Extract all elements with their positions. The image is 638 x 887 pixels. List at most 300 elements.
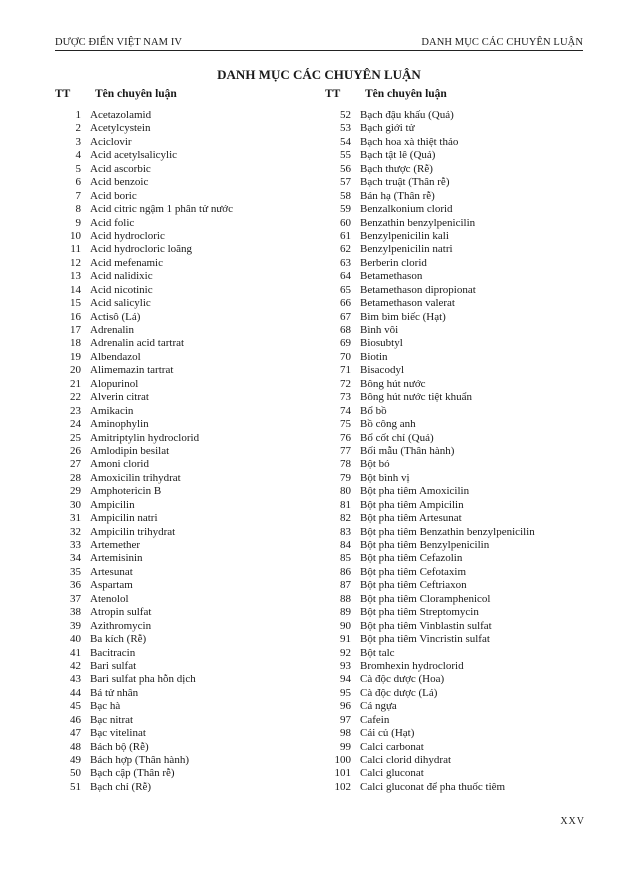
item-name: Bacitracin <box>90 646 136 659</box>
item-name: Acid boric <box>90 189 137 202</box>
list-item <box>325 620 615 633</box>
item-number: 68 <box>340 324 351 336</box>
list-item <box>325 526 615 539</box>
list-item <box>55 405 320 418</box>
item-name: Bột talc <box>360 646 395 659</box>
item-name: Albendazol <box>90 350 141 363</box>
list-item <box>325 741 615 754</box>
item-number: 70 <box>340 350 351 363</box>
item-number: 11 <box>70 243 81 256</box>
item-name: Acid mefenamic <box>90 256 163 269</box>
item-name: Bột pha tiêm Cefotaxim <box>360 565 467 578</box>
item-number: 32 <box>70 525 81 538</box>
list-item <box>55 526 320 539</box>
item-number: 15 <box>70 297 81 310</box>
item-name: Benzathin benzylpenicilin <box>360 216 476 229</box>
item-number: 30 <box>70 498 81 511</box>
item-number: 85 <box>340 552 351 565</box>
item-number: 80 <box>340 485 351 498</box>
item-name: Bách bộ (Rễ) <box>90 740 149 753</box>
item-number: 53 <box>340 122 351 135</box>
item-name: Acid nicotinic <box>90 283 153 296</box>
item-number: 28 <box>70 471 81 484</box>
item-number: 45 <box>70 700 81 713</box>
item-name: Calci gluconat <box>360 767 424 780</box>
list-item <box>325 714 615 727</box>
item-number: 8 <box>75 203 81 216</box>
item-number: 74 <box>340 404 351 417</box>
list-item <box>55 499 320 512</box>
item-name: Adrenalin <box>90 324 134 336</box>
item-name: Ampicilin natri <box>90 512 158 525</box>
list-item <box>55 284 320 297</box>
item-number: 55 <box>340 149 351 162</box>
item-number: 54 <box>340 135 351 148</box>
item-number: 25 <box>70 431 81 444</box>
item-name: Bạch truật (Thân rễ) <box>360 176 450 189</box>
item-name: Acetazolamid <box>90 109 152 121</box>
list-item <box>325 284 615 297</box>
list-item <box>325 673 615 686</box>
list-item <box>325 230 615 243</box>
item-name: Amoxicilin trihydrat <box>90 471 181 484</box>
list-item <box>55 364 320 377</box>
list-item <box>55 163 320 176</box>
item-number: 18 <box>70 337 81 350</box>
item-name: Cải củ (Hạt) <box>360 727 415 740</box>
item-number: 43 <box>70 673 81 686</box>
list-item <box>325 136 615 149</box>
item-name: Bột bó <box>360 458 390 471</box>
item-name: Actisô (Lá) <box>90 310 141 323</box>
item-name: Bari sulfat <box>90 659 137 672</box>
list-item <box>325 297 615 310</box>
list-item <box>325 203 615 216</box>
item-number: 1 <box>75 109 81 121</box>
column-header-name: Tên chuyên luận <box>95 88 177 100</box>
list-item <box>325 593 615 606</box>
list-item <box>325 163 615 176</box>
item-name: Artemisinin <box>90 552 143 565</box>
list-item <box>55 378 320 391</box>
item-name: Artemether <box>90 539 141 551</box>
item-number: 84 <box>340 539 351 551</box>
item-name: Bạch chỉ (Rễ) <box>90 780 152 793</box>
list-item <box>325 378 615 391</box>
list-item <box>55 230 320 243</box>
item-number: 51 <box>70 780 81 793</box>
item-name: Ampicilin trihydrat <box>90 525 176 538</box>
item-number: 34 <box>70 552 81 565</box>
list-item <box>325 391 615 404</box>
list-item <box>325 418 615 431</box>
item-number: 64 <box>340 270 351 283</box>
item-name: Benzylpenicilin kali <box>360 229 449 242</box>
item-name: Acetylcystein <box>90 122 151 135</box>
list-item <box>55 176 320 189</box>
item-name: Bột pha tiêm Artesunat <box>360 512 462 525</box>
list-item <box>55 324 320 337</box>
list-item <box>55 472 320 485</box>
item-name: Acid acetylsalicylic <box>90 149 178 162</box>
list-item <box>55 485 320 498</box>
list-item <box>55 351 320 364</box>
list-item <box>55 647 320 660</box>
item-name: Benzylpenicilin natri <box>360 243 453 256</box>
item-name: Cà độc dược (Hoa) <box>360 673 445 686</box>
item-number: 75 <box>340 418 351 431</box>
item-name: Benzalkonium clorid <box>360 203 453 216</box>
list-item <box>55 337 320 350</box>
right-column <box>325 85 615 794</box>
item-name: Bạc hà <box>90 700 121 713</box>
list-item <box>55 257 320 270</box>
item-name: Acid folic <box>90 216 135 229</box>
list-item <box>325 499 615 512</box>
item-number: 4 <box>75 149 81 162</box>
list-item <box>55 714 320 727</box>
list-item <box>55 673 320 686</box>
item-name: Bìm bìm biếc (Hạt) <box>360 310 446 323</box>
item-number: 33 <box>70 539 81 551</box>
item-number: 29 <box>70 485 81 498</box>
list-item <box>55 270 320 283</box>
page-number: XXV <box>560 816 585 827</box>
item-name: Cá ngựa <box>360 700 397 713</box>
list-item <box>325 579 615 592</box>
item-name: Bột pha tiêm Ceftriaxon <box>360 579 467 592</box>
item-number: 83 <box>340 525 351 538</box>
item-number: 101 <box>334 767 351 780</box>
list-item <box>55 579 320 592</box>
item-name: Ba kích (Rễ) <box>90 633 147 646</box>
item-name: Ampicilin <box>90 498 135 511</box>
item-number: 2 <box>75 122 81 135</box>
item-name: Bột pha tiêm Streptomycin <box>360 606 479 619</box>
list-item <box>325 687 615 700</box>
item-name: Bối mẫu (Thân hành) <box>360 444 455 457</box>
item-number: 50 <box>70 767 81 780</box>
item-name: Alopurinol <box>90 377 139 390</box>
item-number: 81 <box>340 498 351 511</box>
item-number: 100 <box>334 754 351 766</box>
item-number: 92 <box>340 646 351 659</box>
item-name: Bạch hoa xà thiệt thảo <box>360 135 459 148</box>
list-item <box>325 405 615 418</box>
item-name: Aspartam <box>90 579 133 592</box>
item-number: 49 <box>70 754 81 766</box>
item-number: 27 <box>70 458 81 471</box>
item-number: 16 <box>70 310 81 323</box>
item-number: 71 <box>340 364 351 377</box>
item-name: Bông hút nước tiệt khuẩn <box>360 391 472 404</box>
list-item <box>325 432 615 445</box>
item-name: Alverin citrat <box>90 391 149 404</box>
item-number: 19 <box>70 350 81 363</box>
item-name: Bromhexin hydroclorid <box>360 659 464 672</box>
item-number: 10 <box>70 229 81 242</box>
item-name: Bột pha tiêm Benzylpenicilin <box>360 539 490 551</box>
item-name: Bồ công anh <box>360 418 416 431</box>
left-column <box>55 85 320 794</box>
item-number: 52 <box>340 109 351 121</box>
item-number: 69 <box>340 337 351 350</box>
list-item <box>325 566 615 579</box>
list-item <box>325 512 615 525</box>
item-number: 23 <box>70 404 81 417</box>
list-item <box>55 512 320 525</box>
item-number: 59 <box>340 203 351 216</box>
item-name: Bột pha tiêm Vincristin sulfat <box>360 633 490 646</box>
item-name: Amphotericin B <box>90 485 162 498</box>
list-item <box>55 297 320 310</box>
item-number: 86 <box>340 565 351 578</box>
list-item <box>55 741 320 754</box>
list-item <box>55 633 320 646</box>
item-name: Bách hợp (Thân hành) <box>90 754 189 766</box>
item-name: Amlodipin besilat <box>90 444 170 457</box>
running-header-right: DANH MỤC CÁC CHUYÊN LUẬN <box>421 37 583 48</box>
item-number: 88 <box>340 592 351 605</box>
right-list <box>325 109 615 794</box>
item-name: Adrenalin acid tartrat <box>90 337 185 350</box>
list-item <box>55 687 320 700</box>
item-number: 58 <box>340 189 351 202</box>
item-number: 3 <box>75 135 81 148</box>
item-number: 57 <box>340 176 351 189</box>
item-name: Bột bình vị <box>360 471 410 484</box>
list-item <box>55 203 320 216</box>
item-number: 97 <box>340 713 351 726</box>
item-number: 46 <box>70 713 81 726</box>
list-item <box>325 552 615 565</box>
item-number: 17 <box>70 324 81 336</box>
item-number: 91 <box>340 633 351 646</box>
item-name: Bari sulfat pha hỗn dịch <box>90 673 196 686</box>
item-name: Cà độc dược (Lá) <box>360 686 438 699</box>
list-item <box>325 727 615 740</box>
item-number: 61 <box>340 229 351 242</box>
item-name: Bông hút nước <box>360 377 426 390</box>
list-item <box>55 445 320 458</box>
list-item <box>325 445 615 458</box>
item-name: Bá tử nhân <box>90 686 139 699</box>
item-name: Aminophylin <box>90 418 149 431</box>
list-item <box>55 606 320 619</box>
list-item <box>55 136 320 149</box>
list-item <box>325 337 615 350</box>
item-number: 26 <box>70 444 81 457</box>
list-item <box>325 270 615 283</box>
item-number: 5 <box>75 162 81 175</box>
running-header <box>55 37 583 51</box>
item-number: 94 <box>340 673 351 686</box>
item-name: Acid hydrocloric <box>90 229 165 242</box>
item-name: Bạch tật lê (Quả) <box>360 149 436 162</box>
list-item <box>55 190 320 203</box>
item-number: 87 <box>340 579 351 592</box>
item-number: 65 <box>340 283 351 296</box>
list-item <box>55 217 320 230</box>
item-name: Bột pha tiêm Cefazolin <box>360 552 463 565</box>
item-number: 60 <box>340 216 351 229</box>
column-header-tt: TT <box>55 88 71 100</box>
list-item <box>325 217 615 230</box>
item-number: 40 <box>70 633 81 646</box>
list-item <box>325 122 615 135</box>
list-item <box>55 122 320 135</box>
page-title: DANH MỤC CÁC CHUYÊN LUẬN <box>217 67 421 82</box>
item-name: Bạch đậu khấu (Quả) <box>360 109 454 121</box>
list-item <box>55 700 320 713</box>
list-item <box>55 418 320 431</box>
item-name: Amoni clorid <box>90 458 149 471</box>
item-number: 76 <box>340 431 351 444</box>
list-item <box>55 767 320 780</box>
running-header-left: DƯỢC ĐIỂN VIỆT NAM IV <box>55 37 183 48</box>
item-name: Bạc nitrat <box>90 713 134 726</box>
list-item <box>325 190 615 203</box>
item-number: 73 <box>340 391 351 404</box>
item-name: Berberin clorid <box>360 256 427 269</box>
item-name: Acid hydrocloric loãng <box>90 243 193 256</box>
item-name: Bột pha tiêm Ampicilin <box>360 498 464 511</box>
list-item <box>325 364 615 377</box>
item-name: Amitriptylin hydroclorid <box>90 431 200 444</box>
list-item <box>55 149 320 162</box>
column-header-name: Tên chuyên luận <box>365 88 447 100</box>
list-item <box>325 351 615 364</box>
list-item <box>55 311 320 324</box>
item-number: 6 <box>75 176 81 189</box>
list-item <box>325 311 615 324</box>
item-number: 31 <box>70 512 81 525</box>
list-item <box>55 620 320 633</box>
item-number: 95 <box>340 686 351 699</box>
item-number: 13 <box>70 270 81 283</box>
list-item <box>325 109 615 122</box>
item-number: 56 <box>340 162 351 175</box>
list-item <box>55 432 320 445</box>
item-name: Calci carbonat <box>360 740 424 753</box>
list-item <box>325 243 615 256</box>
item-name: Cafein <box>360 713 390 726</box>
item-number: 96 <box>340 700 351 713</box>
item-number: 89 <box>340 606 351 619</box>
list-item <box>55 243 320 256</box>
list-item <box>55 109 320 122</box>
list-item <box>55 391 320 404</box>
item-number: 42 <box>70 659 81 672</box>
item-number: 36 <box>70 579 81 592</box>
item-name: Azithromycin <box>90 619 152 632</box>
item-number: 47 <box>70 727 81 740</box>
left-list <box>55 109 320 794</box>
item-name: Acid ascorbic <box>90 162 151 175</box>
item-number: 62 <box>340 243 351 256</box>
item-name: Acid benzoic <box>90 176 149 189</box>
list-item <box>325 647 615 660</box>
list-item <box>55 781 320 794</box>
item-number: 41 <box>70 646 81 659</box>
item-number: 14 <box>70 283 81 296</box>
item-number: 20 <box>70 364 81 377</box>
item-name: Artesunat <box>90 565 133 578</box>
item-number: 66 <box>340 297 351 310</box>
list-item <box>325 754 615 767</box>
item-name: Bình vôi <box>360 324 399 336</box>
item-name: Bạch cập (Thân rễ) <box>90 767 175 780</box>
item-number: 67 <box>340 310 351 323</box>
item-number: 9 <box>75 216 81 229</box>
item-name: Biotin <box>360 350 388 363</box>
item-number: 99 <box>340 740 351 753</box>
list-item <box>325 539 615 552</box>
item-number: 102 <box>334 780 351 793</box>
item-name: Bạch giới tử <box>360 122 415 135</box>
item-number: 44 <box>70 686 81 699</box>
list-item <box>55 754 320 767</box>
list-item <box>325 700 615 713</box>
item-name: Alimemazin tartrat <box>90 364 174 377</box>
item-name: Bột pha tiêm Amoxicilin <box>360 485 470 498</box>
item-number: 7 <box>75 189 81 202</box>
item-number: 24 <box>70 418 81 431</box>
list-item <box>325 176 615 189</box>
item-number: 39 <box>70 619 81 632</box>
item-number: 38 <box>70 606 81 619</box>
list-item <box>325 149 615 162</box>
item-name: Bán hạ (Thân rễ) <box>360 189 435 202</box>
list-item <box>325 324 615 337</box>
item-name: Bạch thược (Rễ) <box>360 162 433 175</box>
item-number: 82 <box>340 512 351 525</box>
list-item <box>55 539 320 552</box>
item-name: Bột pha tiêm Vinblastin sulfat <box>360 619 492 632</box>
item-name: Betamethason <box>360 270 423 283</box>
item-number: 79 <box>340 471 351 484</box>
item-number: 48 <box>70 740 81 753</box>
item-number: 98 <box>340 727 351 740</box>
list-item <box>325 485 615 498</box>
item-number: 12 <box>70 256 81 269</box>
item-number: 22 <box>70 391 81 404</box>
item-name: Biosubtyl <box>360 337 403 350</box>
item-name: Bổ cốt chỉ (Quả) <box>360 431 434 444</box>
column-header <box>55 85 320 103</box>
item-name: Betamethason valerat <box>360 297 455 310</box>
column-header <box>325 85 615 103</box>
item-name: Calci clorid dihydrat <box>360 754 452 766</box>
list-item <box>325 767 615 780</box>
list-item <box>325 257 615 270</box>
item-name: Betamethason dipropionat <box>360 283 476 296</box>
item-name: Atenolol <box>90 592 129 605</box>
list-item <box>325 472 615 485</box>
list-item <box>55 552 320 565</box>
item-number: 93 <box>340 659 351 672</box>
item-name: Acid salicylic <box>90 297 151 310</box>
list-item <box>55 593 320 606</box>
item-name: Atropin sulfat <box>90 606 152 619</box>
item-name: Bột pha tiêm Cloramphenicol <box>360 592 491 605</box>
item-number: 21 <box>70 377 81 390</box>
item-name: Aciclovir <box>90 135 132 148</box>
item-number: 77 <box>340 444 351 457</box>
item-name: Bạc vitelinat <box>90 727 146 740</box>
list-item <box>325 781 615 794</box>
list-item <box>325 458 615 471</box>
